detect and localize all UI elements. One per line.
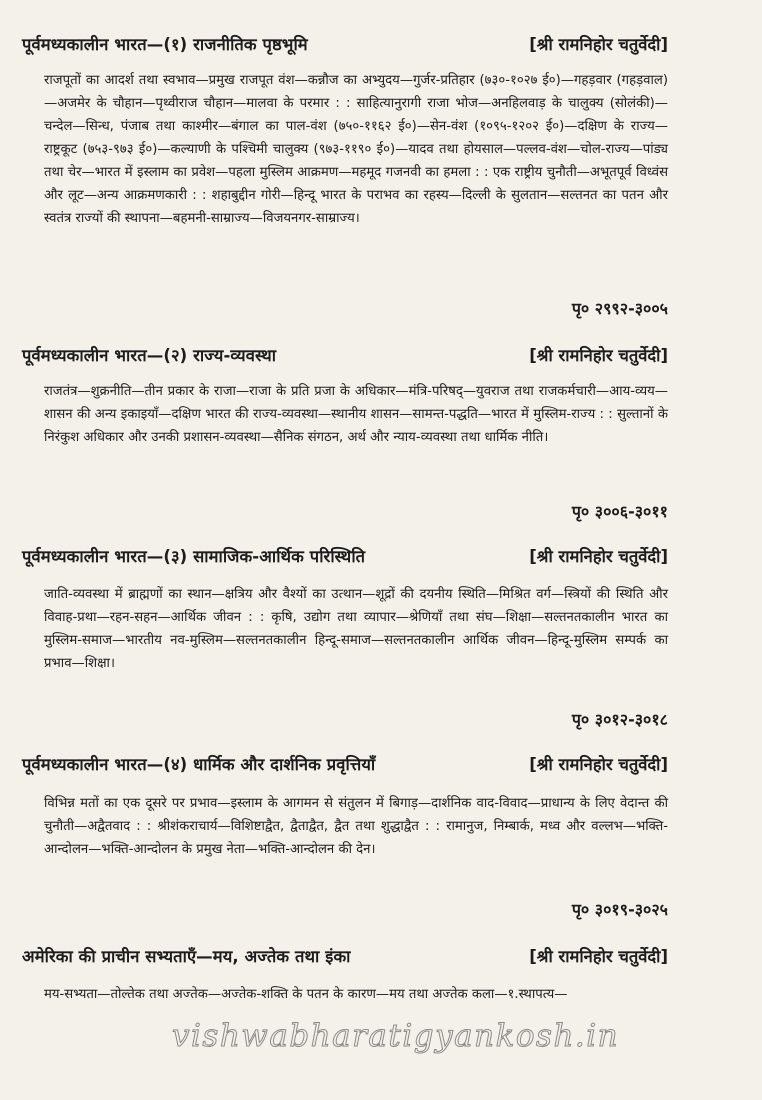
section-4-author: [श्री रामनिहोर चतुर्वेदी] [529, 755, 668, 774]
section-1-pages: पृ० २९९२-३००५ [571, 299, 668, 318]
section-4-title: पूर्वमध्यकालीन भारत—(४) धार्मिक और दार्शनिक प्रवृत्तियाँ [22, 755, 376, 774]
section-1-author: [श्री रामनिहोर चतुर्वेदी] [529, 35, 668, 54]
section-2-title: पूर्वमध्यकालीन भारत—(२) राज्य-व्यवस्था [22, 346, 277, 365]
section-4-body: विभिन्न मतों का एक दूसरे पर प्रभाव—इस्लाम के आगमन से संतुलन में बिगाड़—दार्शनिक वाद-विवाद—प्राधान्य के लिए वेदान्त की चुनौती—अद्वैतवाद : : श्रीशंकराचार्य—विशिष्टाद्वैत, द्वैताद्वैत, द्वैत तथा शुद्धाद्वैत : : रामानुज, निम्बार्क, मध्व और वल्लभ—भक्ति-आन्दोलन—भक्ति-आन्दोलन के प्रमुख नेता—भक्ति-आन्दोलन की देन। [44, 796, 668, 857]
section-3-title: पूर्वमध्यकालीन भारत—(३) सामाजिक-आर्थिक परिस्थिति [22, 547, 366, 566]
section-5-author: [श्री रामनिहोर चतुर्वेदी] [529, 947, 668, 966]
section-5-header [22, 944, 668, 967]
section-4-header [22, 752, 668, 775]
section-3-author: [श्री रामनिहोर चतुर्वेदी] [529, 547, 668, 566]
section-1-title: पूर्वमध्यकालीन भारत—(१) राजनीतिक पृष्ठभूमि [22, 35, 308, 54]
section-2-body: राजतंत्र—शुक्रनीति—तीन प्रकार के राजा—राजा के प्रति प्रजा के अधिकार—मंत्रि-परिषद्—युवराज तथा राजकर्मचारी—आय-व्यय—शासन की अन्य इकाइयाँ—दक्षिण भारत की राज्य-व्यवस्था—स्थानीय शासन—सामन्त-पद्धति—भारत में मुस्लिम-राज्य : : सुल्तानों के निरंकुश अधिकार और उनकी प्रशासन-व्यवस्था—सैनिक संगठन, अर्थ और न्याय-व्यवस्था तथा धार्मिक नीति। [44, 384, 668, 445]
section-5-title: अमेरिका की प्राचीन सभ्यताएँ—मय, अज्तेक तथा इंका [22, 947, 351, 966]
section-2-header [22, 343, 668, 366]
section-4-pages: पृ० ३०१९-३०२५ [571, 900, 668, 919]
section-2-author: [श्री रामनिहोर चतुर्वेदी] [529, 346, 668, 365]
section-1-header [22, 32, 668, 55]
section-1-body: राजपूतों का आदर्श तथा स्वभाव—प्रमुख राजपूत वंश—कन्नौज का अभ्युदय—गुर्जर-प्रतिहार (७३०-१०२७ ई०)—गहड़वार (गहड़वाल)—अजमेर के चौहान—पृथ्वीराज चौहान—मालवा के परमार : : साहित्यानुरागी राजा भोज—अनहिलवाड़ के चालुक्य (सोलंकी)—चन्देल—सिन्ध, पंजाब तथा काश्मीर—बंगाल का पाल-वंश (७५०-११६२ ई०)—सेन-वंश (१०९५-१२०२ ई०)—दक्षिण के राज्य—राष्ट्रकूट (७५३-९७३ ई०)—कल्याणी के पश्चिमी चालुक्य (९७३-११९० ई०)—यादव तथा होयसाल—पल्लव-वंश—चोल-राज्य—पांड्य तथा चेर—भारत में इस्लाम का प्रवेश—पहला मुस्लिम आक्रमण—महमूद गजनवी का हमला : : एक राष्ट्रीय चुनौती—अभूतपूर्व विध्वंस और लूट—अन्य आक्रमणकारी : : शहाबुद्दीन गोरी—हिन्दू भारत के पराभव का रहस्य—दिल्ली के सुलतान—सल्तनत का पतन और स्वतंत्र राज्यों की स्थापना—बहमनी-साम्राज्य—विजयनगर-साम्राज्य। [44, 73, 668, 226]
section-3-body: जाति-व्यवस्था में ब्राह्मणों का स्थान—क्षत्रिय और वैश्यों का उत्थान—शूद्रों की दयनीय स्थिति—मिश्रित वर्ग—स्त्रियों की स्थिति और विवाह-प्रथा—रहन-सहन—आर्थिक जीवन : : कृषि, उद्योग तथा व्यापार—श्रेणियाँ तथा संघ—शिक्षा—सल्तनतकालीन भारत का मुस्लिम-समाज—भारतीय नव-मुस्लिम—सल्तनतकालीन हिन्दू-समाज—सल्तनतकालीन आर्थिक जीवन—हिन्दू-मुस्लिम सम्पर्क का प्रभाव—शिक्षा। [44, 587, 668, 671]
section-5-body: मय-सभ्यता—तोल्तेक तथा अज्तेक—अज्तेक-शक्ति के पतन के कारण—मय तथा अज्तेक कला—१.स्थापत्य— [44, 987, 568, 1002]
watermark-text: vishwabharatigyankosh.in [172, 1018, 620, 1054]
section-3-pages: पृ० ३०१२-३०१८ [571, 710, 668, 729]
section-3-header [22, 544, 668, 567]
section-2-pages: पृ० ३००६-३०११ [571, 502, 668, 521]
